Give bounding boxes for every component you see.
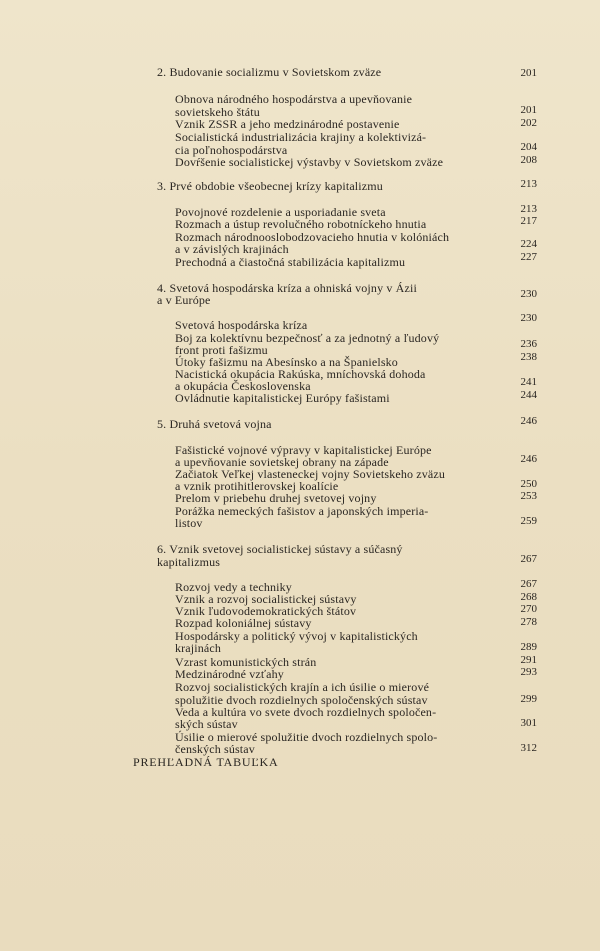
page-number: 227 [520, 251, 537, 263]
page-number: 253 [520, 490, 537, 502]
page-number: 204 [520, 141, 537, 153]
toc-entry-line: a upevňovanie sovietskej obrany na západe [175, 455, 389, 469]
chapter-4-title-cont: a v Európe [157, 293, 211, 307]
toc-entry-line: cia poľnohospodárstva [175, 143, 288, 157]
toc-entry-line: Svetová hospodárska kríza [175, 318, 308, 332]
toc-entry-line: Vznik ZSSR a jeho medzinárodné postavenie [175, 117, 400, 131]
page-number: 301 [520, 717, 537, 729]
toc-entry-line: Rozvoj socialistických krajín a ich úsilie o mierové [175, 680, 430, 694]
page-number: 230 [520, 288, 537, 300]
page-number: 236 [520, 338, 537, 350]
page-number: 268 [520, 591, 537, 603]
page-number: 246 [520, 453, 537, 465]
page-number: 202 [520, 117, 537, 129]
toc-entry-line: Úsilie o mierové spolužitie dvoch rozdielnych spolo- [175, 730, 438, 744]
toc-entry-line: sovietskeho štátu [175, 105, 260, 119]
toc-entry-line: Boj za kolektívnu bezpečnosť a za jednotný a ľudový [175, 331, 440, 345]
toc-entry-line: a okupácia Československa [175, 379, 311, 393]
page-number: 259 [520, 515, 537, 527]
toc-entry-line: Ovládnutie kapitalistickej Európy fašistami [175, 391, 390, 405]
toc-entry-line: front proti fašizmu [175, 343, 268, 357]
chapter-6-title: 6. Vznik svetovej socialistickej sústavy a súčasný [157, 542, 403, 556]
toc-entry-line: krajinách [175, 641, 221, 655]
toc-entry-line: Fašistické vojnové výpravy v kapitalistickej Európe [175, 443, 432, 457]
page-number: 244 [520, 389, 537, 401]
page-number: 230 [520, 312, 537, 324]
toc-entry-line: Útoky fašizmu na Abesínsko a na Španielsko [175, 355, 398, 369]
chapter-5-title: 5. Druhá svetová vojna [157, 417, 272, 431]
page-number: 201 [520, 67, 537, 79]
page-number: 208 [520, 154, 537, 166]
toc-entry-line: ských sústav [175, 717, 238, 731]
page-number: 312 [520, 742, 537, 754]
toc-entry-line: spolužitie dvoch rozdielnych spoločenských sústav [175, 693, 428, 707]
toc-entry-line: Rozmach a ústup revolučného robotníckeho hnutia [175, 217, 427, 231]
toc-entry-line: Vznik a rozvoj socialistickej sústavy [175, 592, 357, 606]
toc-entry-line: a vznik protihitlerovskej koalície [175, 479, 339, 493]
toc-entry-line: Hospodársky a politický vývoj v kapitalistických [175, 629, 418, 643]
toc-entry-line: čenských sústav [175, 742, 255, 756]
page-number: 270 [520, 603, 537, 615]
page-number: 267 [520, 578, 537, 590]
toc-entry-line: Nacistická okupácia Rakúska, mníchovská dohoda [175, 367, 426, 381]
toc-entry-line: listov [175, 516, 203, 530]
page-number: 278 [520, 616, 537, 628]
toc-entry-line: Veda a kultúra vo svete dvoch rozdielnych spoločen- [175, 705, 437, 719]
chapter-6-title-cont: kapitalizmus [157, 555, 221, 569]
toc-entry-line: Rozmach národnooslobodzovacieho hnutia v kolóniách [175, 230, 450, 244]
toc-entry-line: Porážka nemeckých fašistov a japonských imperia- [175, 504, 429, 518]
page-number: 246 [520, 415, 537, 427]
toc-entry-line: Medzinárodné vzťahy [175, 667, 284, 681]
page-number: 201 [520, 104, 537, 116]
toc-entry-line: Socialistická industrializácia krajiny a kolektivizá- [175, 130, 427, 144]
toc-entry-line: Rozpad koloniálnej sústavy [175, 616, 312, 630]
page-number: 250 [520, 478, 537, 490]
page-number: 217 [520, 215, 537, 227]
toc-entry-line: Obnova národného hospodárstva a upevňovanie [175, 92, 413, 106]
toc-entry-line: Vzrast komunistických strán [175, 655, 317, 669]
toc-entry-line: Dovŕšenie socialistickej výstavby v Sovietskom zväze [175, 155, 444, 169]
page-number: 293 [520, 666, 537, 678]
chapter-3-title: 3. Prvé obdobie všeobecnej krízy kapitalizmu [157, 179, 383, 193]
toc-entry-line: Rozvoj vedy a techniky [175, 580, 292, 594]
overview-table-heading: PREHĽADNÁ TABUĽKA [133, 755, 279, 769]
toc-entry-line: Prelom v priebehu druhej svetovej vojny [175, 491, 377, 505]
toc-entry-line: a v závislých krajinách [175, 242, 289, 256]
toc-entry-line: Prechodná a čiastočná stabilizácia kapitalizmu [175, 255, 406, 269]
chapter-4-title: 4. Svetová hospodárska kríza a ohniská vojny v Ázii [157, 281, 417, 295]
page-number: 267 [520, 553, 537, 565]
page-number: 299 [520, 693, 537, 705]
page-number: 238 [520, 351, 537, 363]
page-number: 224 [520, 238, 537, 250]
page-number: 213 [520, 178, 537, 190]
toc-entry-line: Povojnové rozdelenie a usporiadanie sveta [175, 205, 386, 219]
page-number: 241 [520, 376, 537, 388]
page-number: 291 [520, 654, 537, 666]
toc-entry-line: Začiatok Veľkej vlasteneckej vojny Sovietskeho zväzu [175, 467, 446, 481]
page-number: 289 [520, 641, 537, 653]
chapter-2-title: 2. Budovanie socializmu v Sovietskom zväze [157, 65, 382, 79]
toc-entry-line: Vznik ľudovodemokratických štátov [175, 604, 357, 618]
page-number: 213 [520, 203, 537, 215]
